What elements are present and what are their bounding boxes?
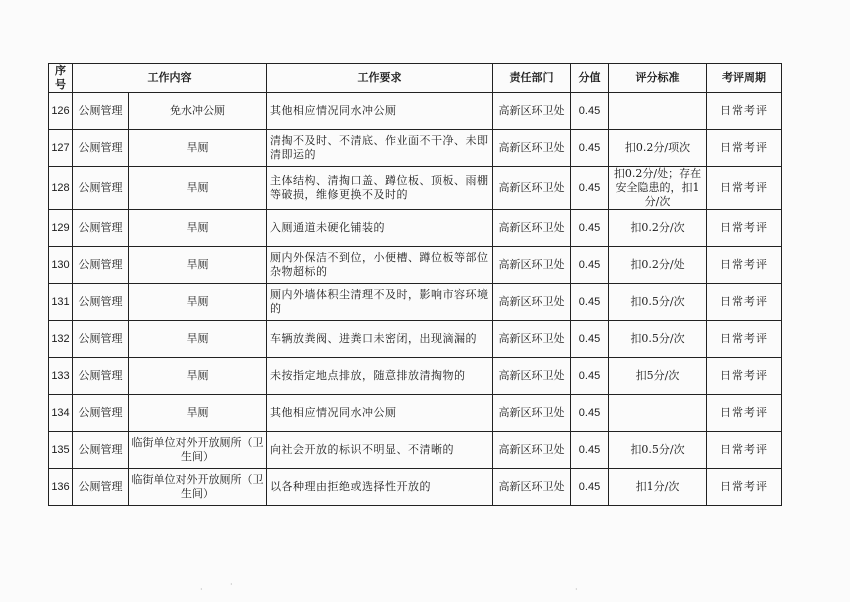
row-period: 日常考评: [707, 321, 782, 358]
table-row: [49, 432, 782, 469]
row-category: 公厕管理: [73, 284, 129, 321]
row-period: 日常考评: [707, 432, 782, 469]
table-row: [49, 210, 782, 247]
scan-speck: ·: [230, 580, 233, 589]
header-dept: 责任部门: [493, 64, 571, 93]
row-requirement: 向社会开放的标识不明显、不清晰的: [267, 432, 493, 469]
row-item: 临街单位对外开放厕所（卫生间）: [129, 469, 267, 506]
row-requirement: 厕内外墙体积尘清理不及时，影响市容环境的: [267, 284, 493, 321]
table-row: [49, 469, 782, 506]
row-score: 0.45: [571, 321, 609, 358]
row-dept: 高新区环卫处: [493, 130, 571, 167]
scan-speck: ·: [575, 585, 578, 594]
row-score: 0.45: [571, 432, 609, 469]
row-number: 135: [49, 432, 73, 469]
row-requirement: 入厕通道未硬化铺装的: [267, 210, 493, 247]
header-score: 分值: [571, 64, 609, 93]
table-row: [49, 247, 782, 284]
row-period: 日常考评: [707, 210, 782, 247]
row-dept: 高新区环卫处: [493, 358, 571, 395]
row-number: 128: [49, 167, 73, 210]
row-standard: 扣5分/次: [609, 358, 707, 395]
row-period: 日常考评: [707, 167, 782, 210]
table-header-row: [49, 64, 782, 93]
scan-speck: ·: [200, 585, 203, 594]
row-standard: [609, 93, 707, 130]
row-number: 136: [49, 469, 73, 506]
header-content: 工作内容: [73, 64, 267, 93]
row-period: 日常考评: [707, 93, 782, 130]
row-item: 旱厕: [129, 210, 267, 247]
row-standard: 扣0.5分/次: [609, 284, 707, 321]
header-requirement: 工作要求: [267, 64, 493, 93]
header-period: 考评周期: [707, 64, 782, 93]
row-category: 公厕管理: [73, 358, 129, 395]
header-standard: 评分标准: [609, 64, 707, 93]
row-requirement: 车辆放粪阀、进粪口未密闭，出现滴漏的: [267, 321, 493, 358]
row-period: 日常考评: [707, 395, 782, 432]
row-standard: 扣0.2分/处；存在安全隐患的，扣1分/次: [609, 167, 707, 210]
table-row: [49, 395, 782, 432]
row-number: 126: [49, 93, 73, 130]
table-row: [49, 130, 782, 167]
row-standard: 扣0.2分/次: [609, 210, 707, 247]
row-score: 0.45: [571, 93, 609, 130]
row-standard: 扣0.5分/次: [609, 432, 707, 469]
document-page: [48, 63, 782, 506]
row-number: 127: [49, 130, 73, 167]
row-category: 公厕管理: [73, 432, 129, 469]
row-category: 公厕管理: [73, 469, 129, 506]
row-requirement: 厕内外保洁不到位，小便槽、蹲位板等部位杂物超标的: [267, 247, 493, 284]
row-number: 129: [49, 210, 73, 247]
row-dept: 高新区环卫处: [493, 432, 571, 469]
row-dept: 高新区环卫处: [493, 395, 571, 432]
evaluation-table: [48, 63, 782, 506]
row-score: 0.45: [571, 469, 609, 506]
row-standard: 扣0.2分/项次: [609, 130, 707, 167]
row-score: 0.45: [571, 130, 609, 167]
row-item: 旱厕: [129, 130, 267, 167]
row-category: 公厕管理: [73, 321, 129, 358]
row-score: 0.45: [571, 284, 609, 321]
row-category: 公厕管理: [73, 93, 129, 130]
row-item: 旱厕: [129, 247, 267, 284]
row-category: 公厕管理: [73, 247, 129, 284]
row-number: 130: [49, 247, 73, 284]
row-number: 133: [49, 358, 73, 395]
table-row: [49, 93, 782, 130]
row-item: 旱厕: [129, 321, 267, 358]
row-dept: 高新区环卫处: [493, 167, 571, 210]
row-item: 旱厕: [129, 167, 267, 210]
row-requirement: 主体结构、清掏口盖、蹲位板、顶板、雨棚等破损，维修更换不及时的: [267, 167, 493, 210]
row-item: 免水冲公厕: [129, 93, 267, 130]
row-period: 日常考评: [707, 469, 782, 506]
row-period: 日常考评: [707, 284, 782, 321]
row-category: 公厕管理: [73, 167, 129, 210]
row-requirement: 以各种理由拒绝或选择性开放的: [267, 469, 493, 506]
row-requirement: 清掏不及时、不清底、作业面不干净、未即清即运的: [267, 130, 493, 167]
row-category: 公厕管理: [73, 130, 129, 167]
row-dept: 高新区环卫处: [493, 284, 571, 321]
table-row: [49, 358, 782, 395]
row-number: 132: [49, 321, 73, 358]
row-score: 0.45: [571, 395, 609, 432]
row-score: 0.45: [571, 210, 609, 247]
row-standard: 扣1分/次: [609, 469, 707, 506]
row-number: 134: [49, 395, 73, 432]
row-number: 131: [49, 284, 73, 321]
row-period: 日常考评: [707, 358, 782, 395]
row-dept: 高新区环卫处: [493, 469, 571, 506]
table-row: [49, 167, 782, 210]
row-period: 日常考评: [707, 130, 782, 167]
row-requirement: 其他相应情况同水冲公厕: [267, 93, 493, 130]
row-standard: 扣0.2分/处: [609, 247, 707, 284]
row-score: 0.45: [571, 247, 609, 284]
row-item: 临街单位对外开放厕所（卫生间）: [129, 432, 267, 469]
row-category: 公厕管理: [73, 395, 129, 432]
row-category: 公厕管理: [73, 210, 129, 247]
table-row: [49, 321, 782, 358]
row-standard: 扣0.5分/次: [609, 321, 707, 358]
row-dept: 高新区环卫处: [493, 321, 571, 358]
row-dept: 高新区环卫处: [493, 210, 571, 247]
row-score: 0.45: [571, 167, 609, 210]
header-num: 序号: [49, 64, 73, 93]
row-dept: 高新区环卫处: [493, 93, 571, 130]
row-item: 旱厕: [129, 358, 267, 395]
row-requirement: 未按指定地点排放，随意排放清掏物的: [267, 358, 493, 395]
table-row: [49, 284, 782, 321]
row-item: 旱厕: [129, 395, 267, 432]
row-period: 日常考评: [707, 247, 782, 284]
row-requirement: 其他相应情况同水冲公厕: [267, 395, 493, 432]
row-item: 旱厕: [129, 284, 267, 321]
row-score: 0.45: [571, 358, 609, 395]
row-standard: [609, 395, 707, 432]
row-dept: 高新区环卫处: [493, 247, 571, 284]
